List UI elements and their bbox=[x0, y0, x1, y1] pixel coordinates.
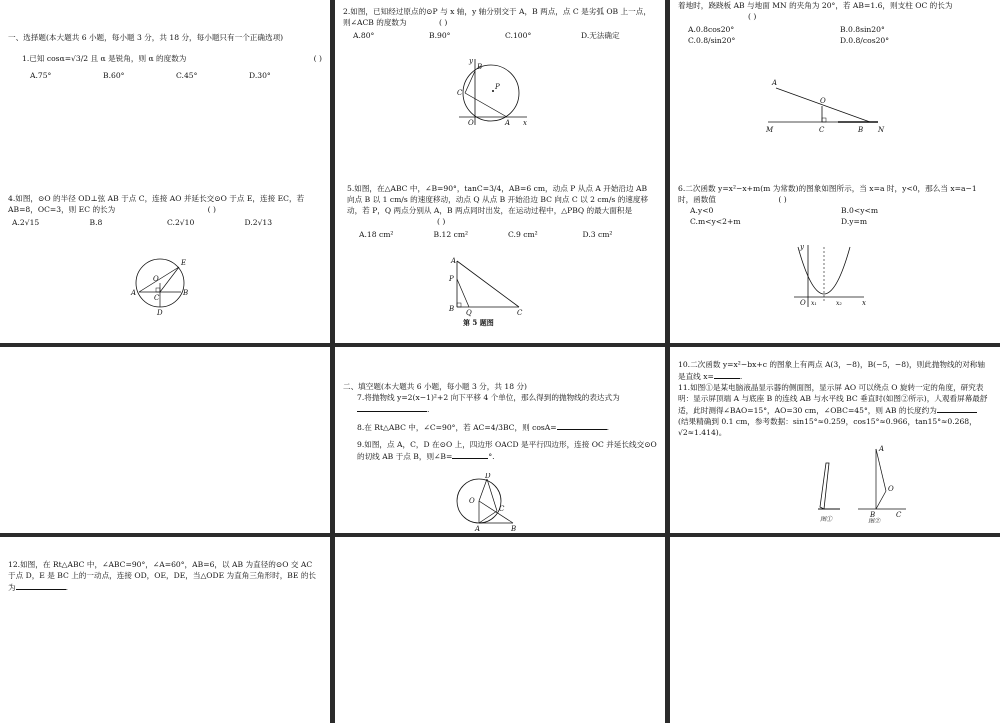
section-heading: 二、填空题(本大题共 6 小题，每小题 3 分，共 18 分) bbox=[343, 382, 528, 391]
slide-question-5 bbox=[335, 157, 665, 343]
label-y: y bbox=[469, 57, 473, 65]
label-c: C bbox=[499, 505, 505, 513]
option-a: A.0.8cos20° bbox=[688, 25, 735, 34]
label-c: C bbox=[517, 309, 523, 317]
option-d: D.y=m bbox=[841, 217, 868, 226]
section-heading: 一、选择题(本大题共 6 小题，每小题 3 分，共 18 分，每小题只有一个正确选项) bbox=[8, 33, 284, 42]
answer-paren: ( ) bbox=[439, 18, 448, 27]
monitor-figure bbox=[810, 443, 910, 523]
slide-fill-in-3 bbox=[0, 537, 330, 723]
option-b: B.8 bbox=[89, 218, 103, 227]
option-c: C.100° bbox=[505, 31, 532, 40]
question-12: 12.如图，在 Rt△ABC 中，∠ABC=90°，∠A=60°，AB=6，以 AB 为直径的⊙O 交 AC 于点 D，E 是 BC 上的一动点，连接 OD，OE，DE，当△ODE 为直角三角形时，BE 的长为 . bbox=[8, 560, 317, 592]
option-a: A.18 cm² bbox=[359, 230, 394, 239]
option-c: C.9 cm² bbox=[508, 230, 538, 239]
label-a: A bbox=[131, 289, 137, 297]
label-a: A bbox=[772, 79, 778, 87]
circle-chord-figure bbox=[128, 253, 198, 319]
label-d: D bbox=[157, 309, 163, 317]
option-d: D.0.8/cos20° bbox=[840, 36, 890, 45]
label-e: E bbox=[181, 259, 187, 267]
label-o: O bbox=[820, 97, 826, 105]
label-c: C bbox=[457, 89, 463, 97]
option-b: B.90° bbox=[429, 31, 451, 40]
question-text: 6.二次函数 y=x²−x+m(m 为常数)的图象如图所示，当 x=a 时，y<0，那么当 x=a−1 时，函数值 ( ) bbox=[678, 184, 977, 204]
slide-question-6 bbox=[670, 157, 1000, 343]
label-x: x bbox=[862, 299, 866, 307]
answer-paren: ( ) bbox=[207, 205, 216, 214]
label-b: B bbox=[870, 511, 876, 519]
option-a: A.2√15 bbox=[12, 218, 40, 227]
option-b: B.0.8sin20° bbox=[840, 25, 885, 34]
circle-axes-figure bbox=[455, 55, 535, 127]
label-b: B bbox=[511, 525, 517, 531]
question-text: 4.如图，⊙O 的半径 OD⊥弦 AB 于点 C，连接 AO 并延长交⊙O 于点 E，连接 EC，若 AB=8，OC=3，则 EC 的长为 ( ) bbox=[8, 194, 305, 214]
label-p: P bbox=[495, 83, 500, 91]
label-m: M bbox=[766, 126, 774, 134]
question-7: 7.将抛物线 y=2(x−1)²+2 向下平移 4 个单位，那么得到的抛物线的表达式为. bbox=[357, 393, 620, 414]
label-x2: x₂ bbox=[836, 300, 842, 307]
option-c: C.2√10 bbox=[167, 218, 195, 227]
hint-text: (结果精确到 0.1 cm，参考数据：sin15°≈0.259，cos15°≈0.966，tan15°≈0.268，√2≈1.414)。 bbox=[678, 417, 977, 437]
slide-fill-in-2 bbox=[670, 347, 1000, 533]
option-d: D.2√13 bbox=[244, 218, 273, 227]
option-c: C.45° bbox=[176, 71, 198, 80]
slide-blank-1 bbox=[0, 347, 330, 533]
label-b: B bbox=[183, 289, 189, 297]
option-c: C.0.8/sin20° bbox=[688, 36, 736, 45]
label-x: x bbox=[523, 119, 527, 127]
label-q: Q bbox=[466, 309, 472, 317]
option-b: B.60° bbox=[103, 71, 125, 80]
slide-question-4 bbox=[0, 157, 330, 343]
parabola-figure bbox=[790, 241, 870, 311]
label-b: B bbox=[449, 305, 455, 313]
answer-paren: ( ) bbox=[748, 12, 757, 21]
label-a: A bbox=[505, 119, 511, 127]
label-d: D bbox=[485, 473, 491, 480]
question-text: 着地时，跷跷板 AB 与地面 MN 的夹角为 20°，若 AB=1.6，则支柱 OC 的长为 ( ) bbox=[678, 1, 953, 21]
option-a: A.y<0 bbox=[690, 206, 714, 215]
slide-fill-in-1 bbox=[335, 347, 665, 533]
label-y: y bbox=[800, 243, 804, 251]
figure-caption: 第 5 题图 bbox=[463, 318, 494, 327]
answer-paren: ( ) bbox=[437, 217, 446, 226]
question-text: 2.如图，已知经过原点的⊙P 与 x 轴，y 轴分别交于 A，B 两点，点 C 是劣弧 OB 上一点，则∠ACB 的度数为 ( ) bbox=[343, 7, 651, 27]
question-11: 11.如图①是某电脑液晶显示器的侧面图，显示屏 AO 可以绕点 O 旋转一定的角度，研究表明：显示屏顶端 A 与底座 B 的连线 AB 与水平线 BC 垂直时(如图②所示)，人观看屏幕最舒适，此时测得∠BAO=15°，AO=30 cm，∠OBC=45°，则 AB 的长度约为 bbox=[678, 383, 988, 415]
option-d: D.3 cm² bbox=[582, 230, 613, 239]
option-d: D.无法确定 bbox=[581, 31, 620, 40]
answer-paren: ( ) bbox=[778, 195, 787, 204]
option-d: D.30° bbox=[249, 71, 271, 80]
label-b: B bbox=[858, 126, 864, 134]
figure-2-caption: 图② bbox=[868, 518, 881, 523]
label-c: C bbox=[896, 511, 902, 519]
label-p: P bbox=[449, 275, 454, 283]
option-a: A.75° bbox=[30, 71, 52, 80]
slide-blank-2 bbox=[335, 537, 665, 723]
option-c: C.m<y<2+m bbox=[690, 217, 741, 226]
label-a: A bbox=[475, 525, 481, 531]
label-a: A bbox=[879, 445, 885, 453]
option-b: B.12 cm² bbox=[433, 230, 469, 239]
answer-paren: ( ) bbox=[313, 54, 322, 63]
label-o: O bbox=[468, 119, 474, 127]
label-c: C bbox=[819, 126, 825, 134]
label-o: O bbox=[153, 275, 159, 283]
label-c: C bbox=[154, 294, 160, 302]
label-o: O bbox=[888, 485, 894, 493]
label-o: O bbox=[469, 497, 475, 505]
slide-blank-3 bbox=[670, 537, 1000, 723]
label-n: N bbox=[878, 126, 885, 134]
seesaw-figure bbox=[762, 76, 892, 138]
label-x1: x₁ bbox=[811, 300, 817, 307]
question-10: 10.二次函数 y=x²−bx+c 的图象上有两点 A(3，−8)，B(−5，−8)，则此抛物线的对称轴是直线 x= . bbox=[678, 360, 985, 381]
option-b: B.0<y<m bbox=[841, 206, 879, 215]
label-b: B bbox=[477, 63, 483, 71]
figure-1-caption: 图① bbox=[820, 516, 833, 523]
label-o: O bbox=[800, 299, 806, 307]
question-8: 8.在 Rt△ABC 中，∠C=90°，若 AC=4/3BC，则 cosA= . bbox=[357, 423, 610, 432]
label-a: A bbox=[451, 257, 457, 265]
question-text: 5.如图，在△ABC 中，∠B=90°，tanC=3/4，AB=6 cm，动点 P 从点 A 开始沿边 AB 向点 B 以 1 cm/s 的速度移动，动点 Q 从点 B 开始沿边 BC 向点 C 以 2 cm/s 的速度移动，若 P，Q 两点分别从 A，B 两点同时出发，在运动过程中，△PBQ 的最大面积是 ( ) bbox=[347, 184, 649, 226]
option-a: A.80° bbox=[353, 31, 375, 40]
right-triangle-figure bbox=[447, 255, 527, 317]
question-text: 1.已知 cosα=√3/2 且 α 是锐角，则 α 的度数为 bbox=[22, 54, 187, 63]
question-9: 9.如图，点 A，C，D 在⊙O 上，四边形 OACD 是平行四边形，连接 OC 并延长线交⊙O 的切线 AB 于点 B，则∠B= °. bbox=[357, 440, 657, 461]
circle-tangent-figure bbox=[447, 473, 519, 531]
